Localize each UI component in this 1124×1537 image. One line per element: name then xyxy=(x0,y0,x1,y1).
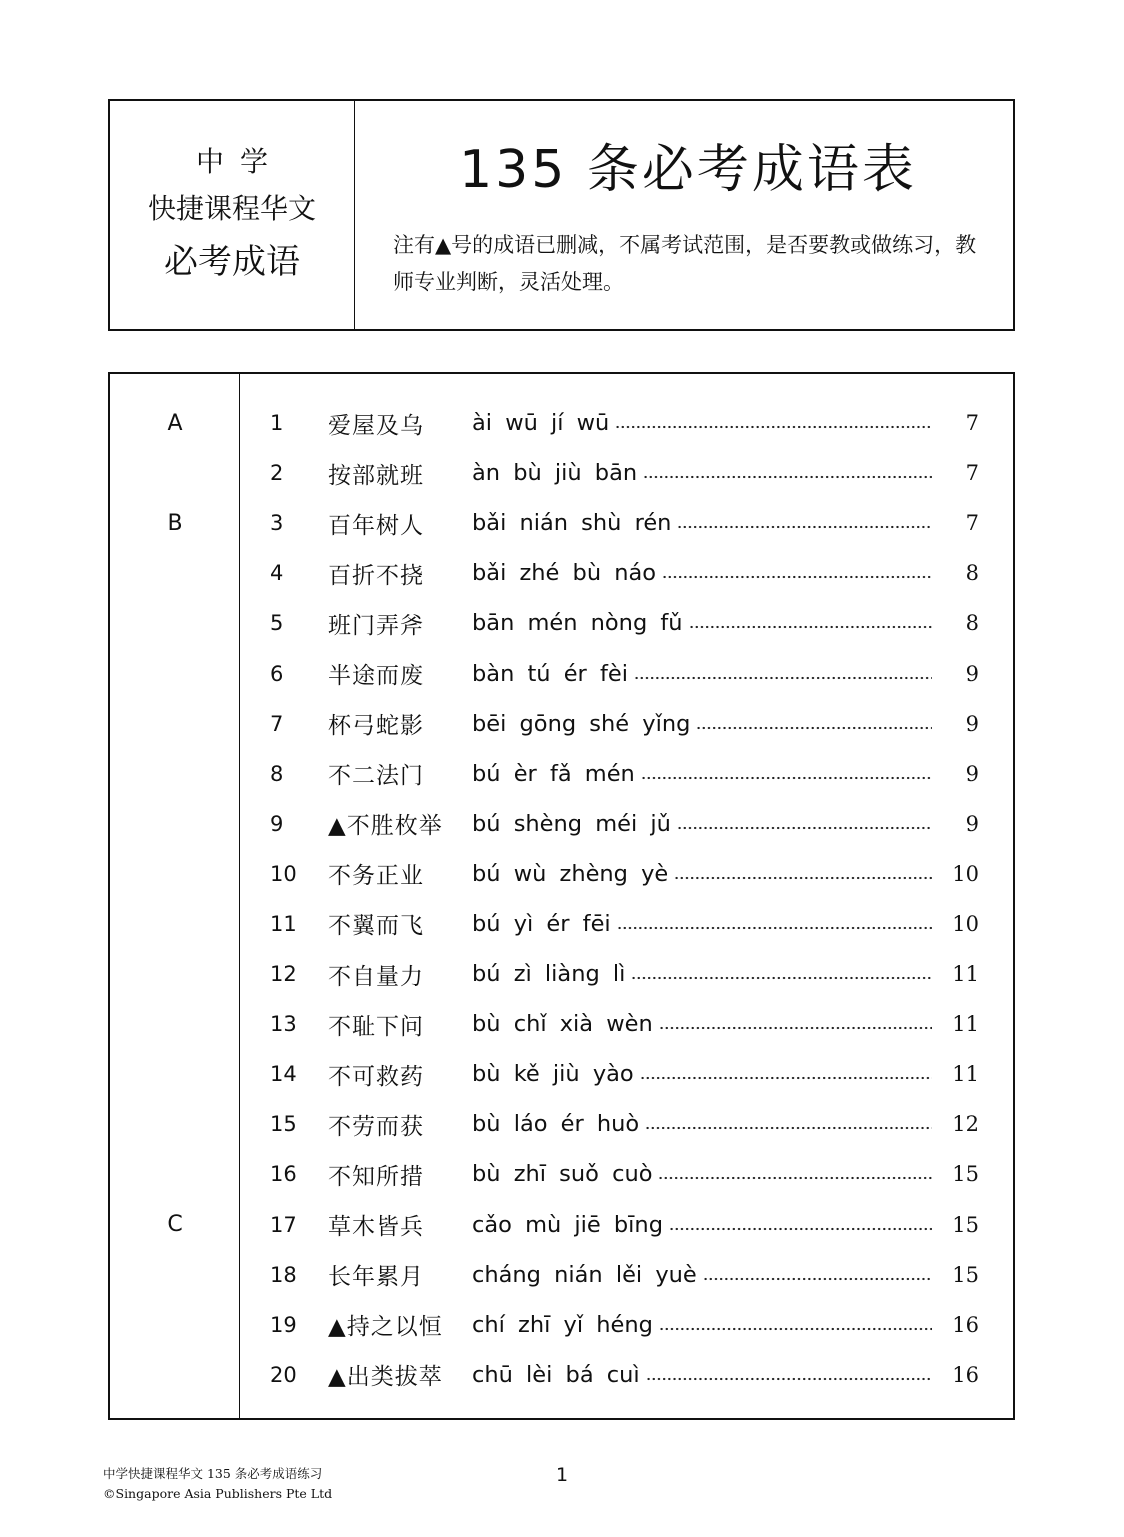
dot-leader xyxy=(674,876,932,880)
dot-leader xyxy=(669,1227,932,1231)
idiom-number: 11 xyxy=(270,911,297,936)
table-row xyxy=(110,1200,1013,1250)
table-row xyxy=(110,548,1013,598)
header-course: 快捷课程华文 xyxy=(147,192,316,225)
dot-leader xyxy=(659,1026,932,1030)
dot-leader xyxy=(658,1176,932,1180)
idiom-text: 半途而废 xyxy=(328,663,424,690)
idiom-text: 不务正业 xyxy=(328,863,424,890)
pinyin-cell xyxy=(472,911,932,937)
idiom-pinyin: bú yì ér fēi xyxy=(472,910,611,937)
idiom-text: 不二法门 xyxy=(328,763,424,790)
idiom-text: ▲持之以恒 xyxy=(328,1314,443,1341)
idiom-text: 不知所措 xyxy=(328,1163,424,1190)
idiom-text: ▲不胜枚举 xyxy=(328,813,443,840)
dot-leader xyxy=(703,1277,932,1281)
pinyin-cell xyxy=(472,961,932,987)
idiom-text: 班门弄斧 xyxy=(328,612,424,639)
idiom-pinyin: bú shèng méi jǔ xyxy=(472,810,671,837)
pinyin-cell xyxy=(472,761,932,787)
table-row xyxy=(110,1049,1013,1099)
idiom-number: 1 xyxy=(270,411,284,436)
page-ref: 9 xyxy=(965,711,979,736)
idiom-number: 6 xyxy=(270,661,284,686)
pinyin-cell xyxy=(472,861,932,887)
idiom-number: 19 xyxy=(270,1312,297,1337)
idiom-number: 20 xyxy=(270,1362,297,1387)
idiom-number: 10 xyxy=(270,861,297,886)
dot-leader xyxy=(643,475,932,479)
page-ref: 10 xyxy=(952,911,979,936)
table-row xyxy=(110,899,1013,949)
footer-copyright: ©Singapore Asia Publishers Pte Ltd xyxy=(103,1486,333,1501)
page-ref: 8 xyxy=(965,561,979,586)
idiom-text: 爱屋及乌 xyxy=(328,412,424,439)
pinyin-cell xyxy=(472,510,932,536)
idiom-pinyin: bú èr fǎ mén xyxy=(472,760,635,787)
dot-leader xyxy=(696,726,932,730)
header-subject: 必考成语 xyxy=(164,242,300,282)
page-ref: 9 xyxy=(965,661,979,686)
idiom-pinyin: bēi gōng shé yǐng xyxy=(472,710,691,737)
page-ref: 15 xyxy=(952,1162,979,1187)
page-ref: 12 xyxy=(952,1112,979,1137)
table-row xyxy=(110,699,1013,749)
table-row xyxy=(110,849,1013,899)
section-letter: A xyxy=(167,410,183,436)
footer xyxy=(103,1464,332,1504)
dot-leader xyxy=(631,976,932,980)
table-row xyxy=(110,598,1013,648)
table-row xyxy=(110,999,1013,1049)
idiom-pinyin: chí zhī yǐ héng xyxy=(472,1311,653,1338)
page-ref: 7 xyxy=(965,511,979,536)
pinyin-cell xyxy=(472,1362,932,1388)
idiom-number: 18 xyxy=(270,1262,297,1287)
idiom-number: 13 xyxy=(270,1012,297,1037)
pinyin-cell xyxy=(472,460,932,486)
dot-leader xyxy=(645,1126,932,1130)
header-box xyxy=(108,99,1015,331)
table-row xyxy=(110,1099,1013,1149)
idiom-text: 不自量力 xyxy=(328,963,424,990)
footer-book-title: 中学快捷课程华文 135 条必考成语练习 xyxy=(103,1466,323,1481)
idiom-pinyin: bān mén nòng fǔ xyxy=(472,610,683,637)
page-ref: 15 xyxy=(952,1212,979,1237)
dot-leader xyxy=(617,926,932,930)
idiom-pinyin: bù chǐ xià wèn xyxy=(472,1011,653,1038)
idiom-pinyin: chū lèi bá cuì xyxy=(472,1361,640,1388)
page-ref: 9 xyxy=(965,811,979,836)
page-ref: 11 xyxy=(952,1012,979,1037)
header-note: 注有▲号的成语已删减，不属考试范围，是否要教或做练习，教师专业判断，灵活处理。 xyxy=(393,233,977,294)
idiom-text: 百年树人 xyxy=(328,512,424,539)
idiom-text: ▲出类拔萃 xyxy=(328,1364,443,1391)
page-ref: 10 xyxy=(952,861,979,886)
idiom-pinyin: cháng nián lěi yuè xyxy=(472,1261,697,1288)
idiom-number: 9 xyxy=(270,811,284,836)
idiom-table xyxy=(108,372,1015,1420)
idiom-pinyin: bú wù zhèng yè xyxy=(472,860,669,887)
pinyin-cell xyxy=(472,1061,932,1087)
pinyin-cell xyxy=(472,1312,932,1338)
dot-leader xyxy=(634,676,932,680)
page-ref: 15 xyxy=(952,1262,979,1287)
table-row xyxy=(110,648,1013,698)
page-ref: 8 xyxy=(965,611,979,636)
page-ref: 7 xyxy=(965,461,979,486)
table-row xyxy=(110,448,1013,498)
idiom-number: 4 xyxy=(270,561,284,586)
idiom-number: 5 xyxy=(270,611,284,636)
idiom-pinyin: bù láo ér huò xyxy=(472,1111,640,1138)
idiom-number: 17 xyxy=(270,1212,297,1237)
table-row xyxy=(110,749,1013,799)
idiom-number: 15 xyxy=(270,1112,297,1137)
section-letter: C xyxy=(167,1212,183,1238)
dot-leader xyxy=(677,525,932,529)
pinyin-cell xyxy=(472,1212,932,1238)
page-ref: 16 xyxy=(952,1312,979,1337)
idiom-pinyin: bù zhī suǒ cuò xyxy=(472,1161,653,1188)
idiom-pinyin: bàn tú ér fèi xyxy=(472,660,628,687)
pinyin-cell xyxy=(472,1011,932,1037)
dot-leader xyxy=(640,1076,932,1080)
page-ref: 7 xyxy=(965,411,979,436)
idiom-number: 12 xyxy=(270,962,297,987)
page-title: 135 条必考成语表 xyxy=(459,140,917,200)
idiom-pinyin: àn bù jiù bān xyxy=(472,460,638,487)
idiom-number: 8 xyxy=(270,761,284,786)
table-row xyxy=(110,1300,1013,1350)
page-ref: 11 xyxy=(952,962,979,987)
page-ref: 11 xyxy=(952,1062,979,1087)
idiom-number: 16 xyxy=(270,1162,297,1187)
page-ref: 9 xyxy=(965,761,979,786)
header-level: 中学 xyxy=(195,145,284,178)
pinyin-cell xyxy=(472,1262,932,1288)
idiom-text: 不耻下问 xyxy=(328,1013,424,1040)
dot-leader xyxy=(615,425,932,429)
idiom-text: 长年累月 xyxy=(328,1264,424,1291)
idiom-number: 3 xyxy=(270,511,284,536)
idiom-text: 不可救药 xyxy=(328,1063,424,1090)
idiom-pinyin: bù kě jiù yào xyxy=(472,1061,634,1088)
table-row xyxy=(110,949,1013,999)
dot-leader xyxy=(659,1327,932,1331)
dot-leader xyxy=(641,776,932,780)
table-row xyxy=(110,498,1013,548)
table-row xyxy=(110,1350,1013,1400)
idiom-text: 不翼而飞 xyxy=(328,913,424,940)
page-number: 1 xyxy=(556,1464,569,1486)
idiom-text: 草木皆兵 xyxy=(328,1214,424,1241)
table-row xyxy=(110,1250,1013,1300)
pinyin-cell xyxy=(472,1161,932,1187)
dot-leader xyxy=(677,826,932,830)
idiom-text: 杯弓蛇影 xyxy=(328,713,424,740)
pinyin-cell xyxy=(472,560,932,586)
table-row xyxy=(110,799,1013,849)
pinyin-cell xyxy=(472,811,932,837)
dot-leader xyxy=(662,575,932,579)
dot-leader xyxy=(646,1377,932,1381)
header-right-cell xyxy=(355,101,1013,329)
idiom-rows xyxy=(110,398,1013,1400)
pinyin-cell xyxy=(472,1111,932,1137)
idiom-number: 7 xyxy=(270,711,284,736)
page-ref: 16 xyxy=(952,1362,979,1387)
idiom-text: 不劳而获 xyxy=(328,1113,424,1140)
pinyin-cell xyxy=(472,661,932,687)
pinyin-cell xyxy=(472,711,932,737)
idiom-pinyin: bú zì liàng lì xyxy=(472,961,626,988)
idiom-number: 2 xyxy=(270,461,284,486)
table-row xyxy=(110,398,1013,448)
header-left-cell xyxy=(110,101,355,329)
idiom-pinyin: bǎi zhé bù náo xyxy=(472,560,657,587)
dot-leader xyxy=(689,625,932,629)
idiom-number: 14 xyxy=(270,1062,297,1087)
idiom-pinyin: ài wū jí wū xyxy=(472,410,610,437)
pinyin-cell xyxy=(472,410,932,436)
section-letter: B xyxy=(167,510,183,536)
idiom-text: 按部就班 xyxy=(328,462,424,489)
table-row xyxy=(110,1149,1013,1199)
pinyin-cell xyxy=(472,610,932,636)
idiom-pinyin: cǎo mù jiē bīng xyxy=(472,1211,663,1238)
idiom-pinyin: bǎi nián shù rén xyxy=(472,510,672,537)
idiom-text: 百折不挠 xyxy=(328,562,424,589)
